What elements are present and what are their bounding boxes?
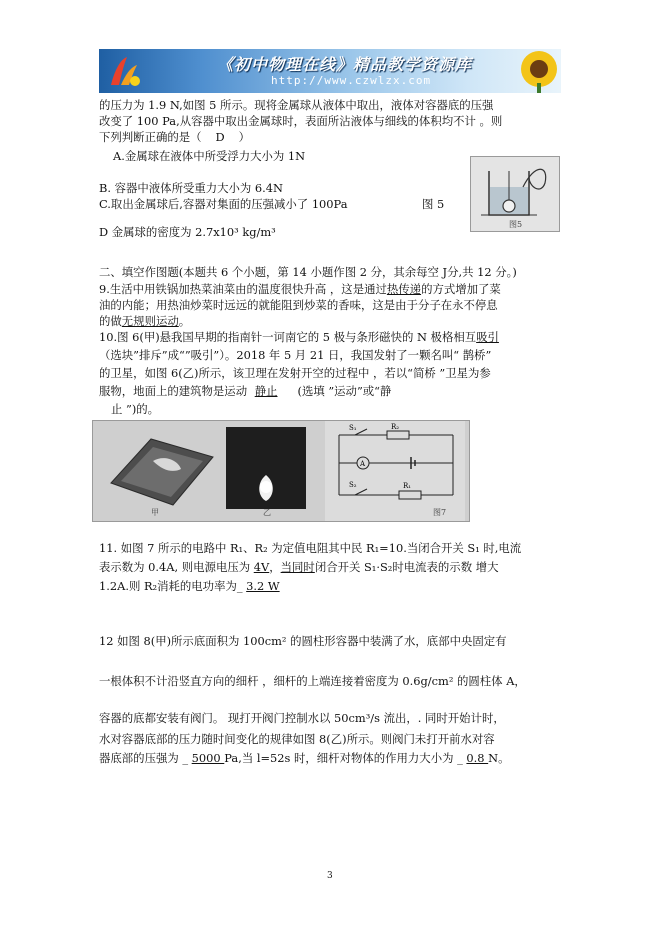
figure-6-jia-compass: [93, 421, 223, 521]
q9-line2: 油的内能；用热油炒菜时远远的就能阻到炒菜的香味，这是由于分子在永不停息: [99, 298, 498, 312]
figure-5: [470, 156, 560, 232]
figure-6-yi-launch: [226, 427, 306, 509]
q9-text-c: 的做: [99, 314, 122, 328]
figure-7-circuit: [325, 421, 465, 521]
q12-line2: 一根体积不计沿竖直方向的细杆 ，细杆的上端连接着密度为 0.6g/cm² 的圆柱体 A，: [99, 674, 526, 688]
q8-option-b: B. 容器中液体所受重力大小为 6.4N: [99, 181, 284, 195]
q11-text-b: ，: [269, 560, 281, 574]
q10-text-b: 服物，地面上的建筑物是运动: [99, 384, 251, 398]
figure-6-yi-caption: 乙: [263, 508, 271, 517]
q12-line4: 水对容器底部的压力随时间变化的规律如图 8(乙)所示。则阀门未打开前水对容: [99, 732, 495, 746]
figure-7-caption: 图7: [433, 508, 447, 517]
q12-line5: [99, 750, 510, 766]
figure-6-jia-caption: 甲: [151, 508, 159, 517]
q8-option-c: C.取出金属球后,容器对集面的压强减小了 100Pa: [99, 197, 348, 211]
q10-blank-1: 吸引: [476, 330, 499, 344]
q8-line2: 改变了 100 Pa,从容器中取出金属球时，表面所沾液体与细线的体积均不计 。则: [99, 114, 503, 128]
label-s2: S₂: [349, 481, 357, 489]
q10-line3: 的卫星，如图 6(乙)所示，该卫理在发射开空的过程中 ，若以“简桥 ”卫星为参: [99, 366, 491, 380]
q10-line1: [99, 329, 499, 345]
q12-text-a: 器底部的压强为 _: [99, 751, 192, 765]
q10-blank-2: 静止: [254, 384, 278, 398]
q11-text-d: 闭合开关 S₁·S₂时电流表的示数 增大: [314, 560, 499, 574]
q11-text-c: 当同时: [280, 560, 315, 574]
page-number: 3: [327, 871, 333, 881]
q12-line3: 容器的底都安装有阀门。 现打开阀门控制水以 50cm³/s 流出，. 同时开始计时，: [99, 711, 505, 725]
q12-blank-2: 0.8: [466, 751, 489, 765]
q9-text-d: 。: [178, 314, 191, 328]
banner-title: 《初中物理在线》精品教学资源库: [217, 55, 473, 74]
q9-blank-2: 无规则运动: [121, 314, 179, 328]
q8-option-d: D 金属球的密度为 2.7x10³ kg/m³: [99, 225, 276, 239]
q12-blank-1: 5000: [191, 751, 225, 765]
q8-line1: 的压力为 1.9 N,如图 5 所示。现将金属球从液体中取出，液体对容器底的压强: [99, 98, 494, 112]
q11-blank-2: 3.2 W: [246, 579, 280, 593]
q11-line3: [99, 578, 280, 594]
label-r2: R₂: [391, 423, 400, 431]
figure-5-caption: 图5: [509, 220, 523, 229]
section-2-heading: 二、填空作图题(本题共 6 个小题，第 14 小题作图 2 分，其余每空 J分,共 12 分。): [99, 265, 517, 279]
rocket-flame-icon: [226, 427, 306, 509]
q8-line3: [99, 129, 250, 145]
q11-text-e: 1.2A.则 R₂消耗的电功率为_: [99, 579, 247, 593]
q10-text-a: 10.图 6(甲)悬我国早期的指南针一诃南它的 5 极与条形磁快的 N 极格相互: [99, 330, 477, 344]
q9-text-b: 的方式增加了菜: [421, 282, 501, 296]
q12-text-c: N。: [488, 751, 510, 765]
q12-line1: 12 如图 8(甲)所示底面积为 100cm² 的圆柱形容器中装满了水，底部中央固定有: [99, 634, 507, 648]
q11-line2: [99, 559, 499, 575]
q8-answer: D: [215, 130, 225, 144]
q10-line5: 止 ”)的。: [111, 402, 160, 416]
q10-line4: [99, 383, 391, 399]
logo-icon: [105, 53, 149, 89]
q8-bracket-close: ）: [238, 130, 251, 144]
q11-blank-1: 4V: [253, 560, 270, 574]
q8-figure-ref: 图 5: [422, 197, 445, 211]
q10-text-c: (选填 ”运动”或“静: [297, 384, 392, 398]
figure-6-7-strip: [92, 420, 470, 522]
q10-line2: （选块”排斥”成“”吸引”）。2018 年 5 月 21 日，我国发射了一颗名叫“ 鹊桥”: [99, 348, 492, 362]
q9-blank-1: 热传递: [386, 282, 422, 296]
label-r1: R₁: [403, 482, 412, 490]
banner-url: http://www.czwlzx.com: [271, 74, 432, 87]
sunflower-icon: [509, 49, 561, 93]
q8-stem-end: 下列判断正确的是（: [99, 130, 202, 144]
q9-line3: [99, 313, 190, 329]
q11-text-a: 表示数为 0.4A, 则电源电压为: [99, 560, 254, 574]
q9-line1: [99, 281, 501, 297]
q9-text-a: 9.生活中用铁锅加热菜油菜由的温度很快升高 ，这是通过: [99, 282, 387, 296]
q10-blank-2-tail: [284, 384, 298, 398]
q12-text-b: Pa,当 l=52s 时，细杆对物体的作用力大小为 _: [224, 751, 467, 765]
label-ammeter: A: [360, 460, 366, 468]
q8-option-a: A.金属球在液体中所受浮力大小为 1N: [113, 149, 306, 163]
header-banner: [99, 49, 561, 93]
label-s1: S₁: [349, 424, 357, 432]
q11-line1: 11. 如图 7 所示的电路中 R₁、R₂ 为定值电阻其中民 R₁=10.当闭合开关 S₁ 时,电流: [99, 541, 522, 555]
